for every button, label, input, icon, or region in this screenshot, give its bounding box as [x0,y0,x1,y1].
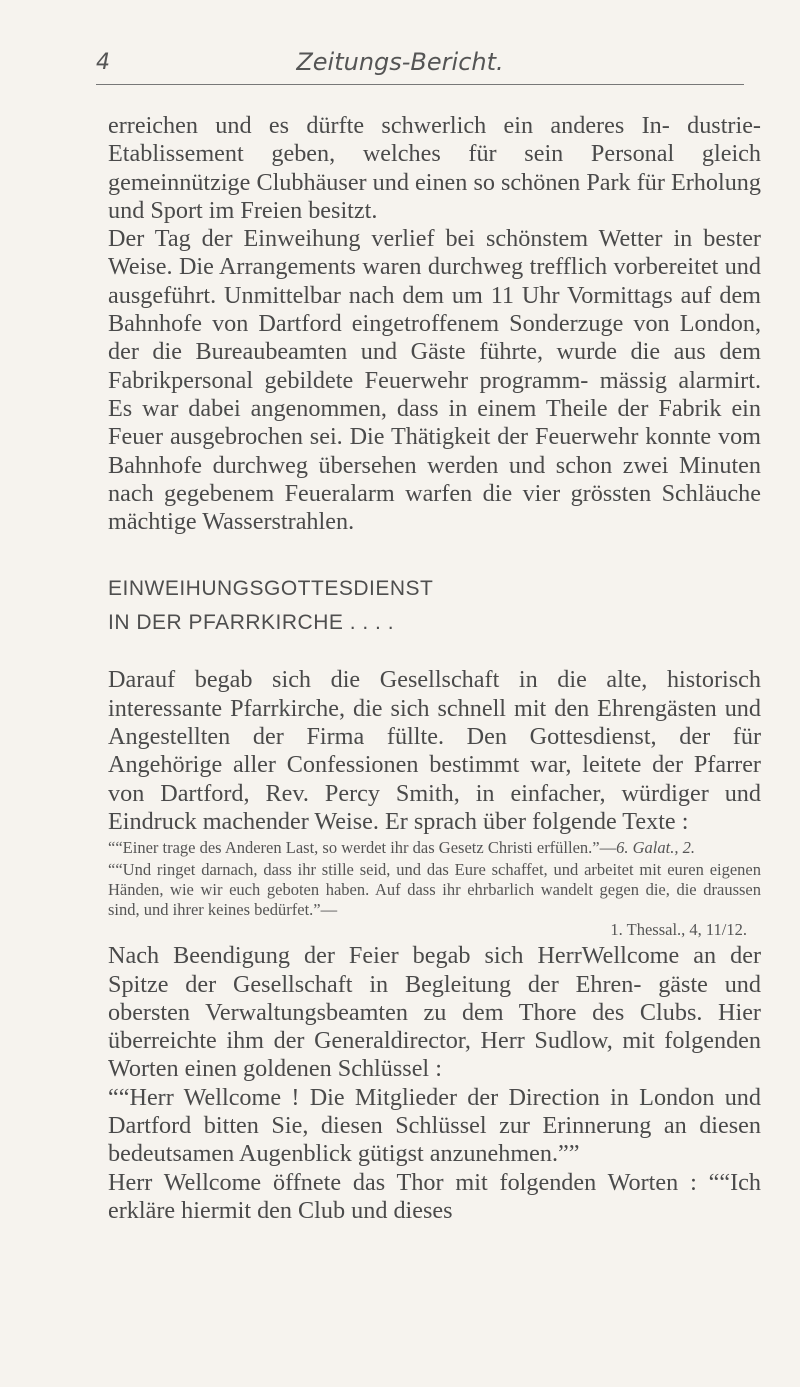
quote-1-text: ““ Einer trage des Anderen Last, so werdet ihr das Gesetz Christi erfüllen.”— [108,838,616,857]
paragraph-3: Darauf begab sich die Gesellschaft in die alte, historisch interessante Pfarrkirche, die sich schnell mit den Ehrengästen und Angestellten der Firma füllte. Den Gottesdienst, der für Angehörige aller Confessionen bestimmt war, leitete der Pfarrer von Dartford, Rev. Percy Smith, in einfacher, würdiger und Eindruck machender Weise. Er sprach über folgende Texte : [108,666,761,835]
paragraph-6: Herr Wellcome öffnete das Thor mit folgenden Worten : ““Ich erkläre hiermit den Club und dieses [108,1168,761,1224]
running-title: Zeitungs-Bericht. [296,48,504,76]
paragraph-4: Nach Beendigung der Feier begab sich HerrWellcome an der Spitze der Gesellschaft in Begleitung der Ehren- gäste und obersten Verwaltungsbeamten zu dem Thore des Clubs. Hier überreichte ihm der Generaldirector, Herr Sudlow, mit folgenden Worten einen goldenen Schlüssel : [108,942,761,1083]
paragraph-2: Der Tag der Einweihung verlief bei schönstem Wetter in bester Weise. Die Arrangements waren durchweg trefflich vorbereitet und ausgeführt. Unmittelbar nach dem um 11 Uhr Vormittags auf dem Bahnhofe von Dartford eingetroffenem Sonderzuge von London, der die Bureaubeamten und Gäste führte, wurde die aus dem Fabrikpersonal gebildete Feuerwehr programm- mässig alarmirt. Es war dabei angenommen, dass in einem Theile der Fabrik ein Feuer ausgebrochen sei. Die Thätigkeit der Feuerwehr konnte vom Bahnhofe durchweg übersehen werden und schon zwei Minuten nach gegebenem Feueralarm warfen die vier grössten Schläuche mächtige Wasserstrahlen. [108,225,761,536]
quote-2-text: ““ Und ringet darnach, dass ihr stille seid, und das Eure schaffet, und arbeitet mit euren eigenen Händen, wie wir euch geboten haben. Auf dass ihr ehrbarlich wandelt gegen die, die draussen sind, und ihrer keines bedürfet.”— [108,860,761,919]
section-heading-line-2: IN DER PFARRKIRCHE . . . . [108,611,395,635]
section-heading [108,572,761,640]
quote-2-source: 1. Thessal., 4, 11/12. [610,920,747,940]
section-heading-line-1: EINWEIHUNGSGOTTESDIENST [108,577,434,601]
paragraph-1: erreichen und es dürfte schwerlich ein anderes In- dustrie-Etablissement geben, welches für sein Personal gleich gemeinnützige Clubhäuser und einen so schönen Park für Erholung und Sport im Freien besitzt. [108,112,761,224]
scripture-quote-2 [108,860,761,940]
paragraph-5: ““Herr Wellcome ! Die Mitglieder der Direction in London und Dartford bitten Sie, diesen Schlüssel zur Erinnerung an diesen bedeutsamen Augenblick gütigst anzunehmen.”” [108,1083,761,1168]
quote-1-source: 6. Galat., 2. [616,838,695,858]
header-rule [96,84,744,85]
article-body [108,112,761,1225]
scripture-quote-1 [108,838,761,858]
page-number: 4 [96,50,110,75]
